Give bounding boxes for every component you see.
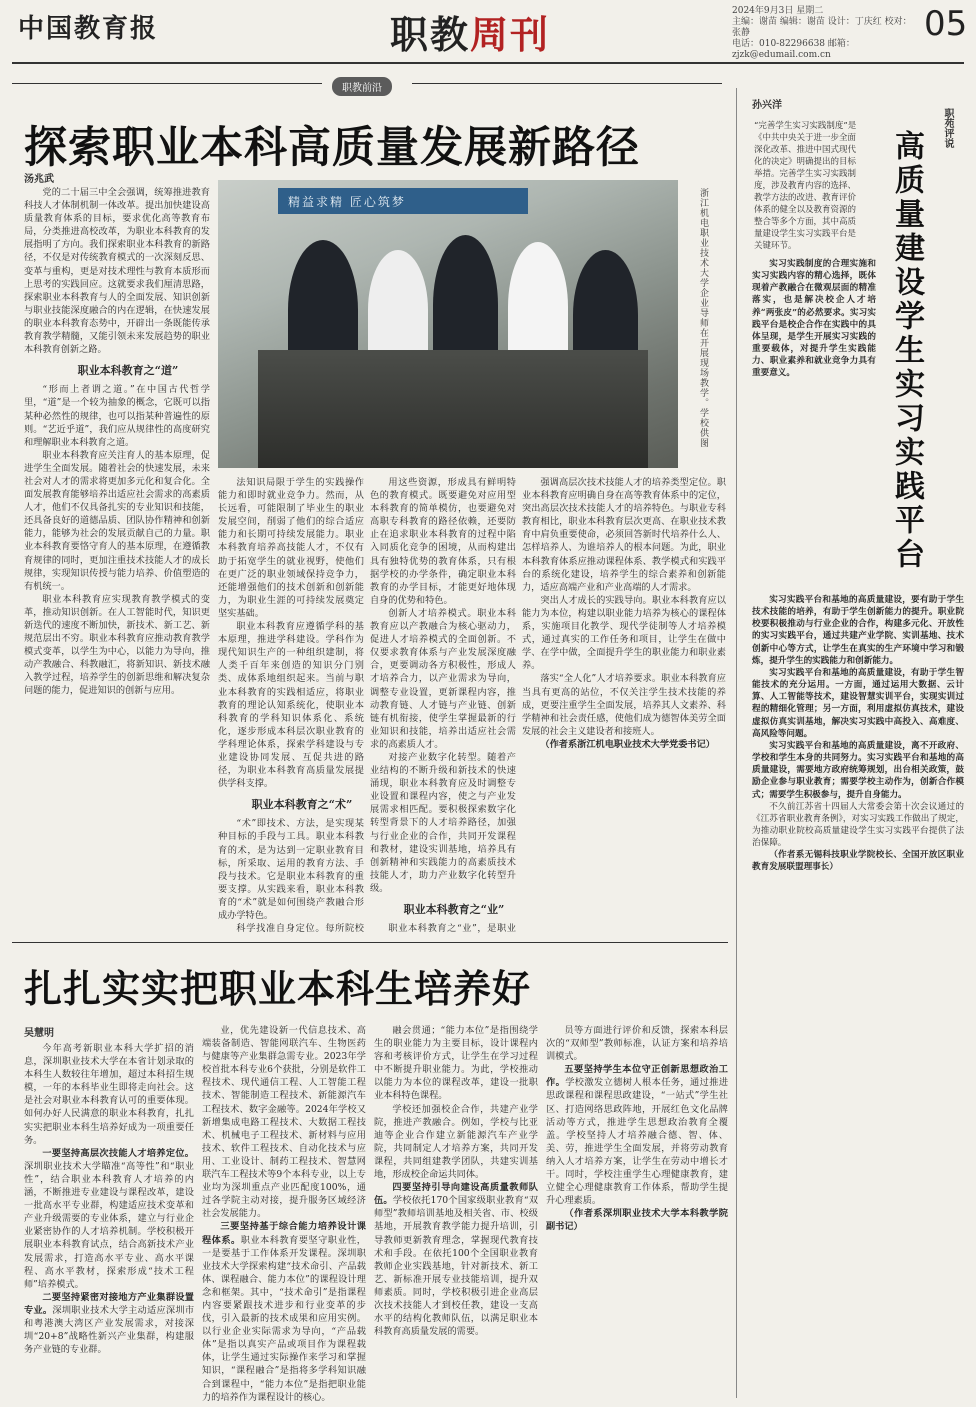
paragraph: 不久前江苏省十四届人大常委会第十次会议通过的《江苏省职业教育条例》，对实习实践工作做出了规定，为推动职业院校高质量建设学生实习实践平台提供了法治保障。 (752, 801, 964, 849)
section-tag: 职教前沿 (332, 77, 392, 96)
tag-rule-left (12, 83, 322, 84)
subheading: 职业本科教育之“业” (403, 903, 505, 916)
point-heading: 三要坚持基于综合能力培养设计课程体系。 (202, 1221, 366, 1246)
paragraph: 职业本科教育之“业”，是职业 (388, 923, 516, 935)
paragraph: 法知识局限于学生的实践操作能力和即时就业竞争力。然而，从长远看，可能限制了毕业生的职业发展空间，削弱了他们的综合适应能力和长期可持续发展能力。职业本科教育培养高技能人才，不仅有助于拓宽学生的就业视野，使他们在更广泛的职业领域保持竞争力，还能增强他们的技术创新和创新能力，为职业生涯的可持续发展奠定坚实基础。 (218, 477, 364, 619)
article1-headline: 探索职业本科高质量发展新路径 (24, 123, 640, 173)
masthead-info: 2024年9月3日 星期二 主编：谢苗 编辑：谢苗 设计：丁庆红 校对：张静 电话：010-82296638 邮箱：zjzk@edumail.com.cn (732, 6, 912, 60)
paragraph: 职业本科教育应遵循学科的基本原理，推进学科建设。学科作为现代知识生产的一种组织建制，将人类千百年来创造的知识分门别类、成体系地组织起来。当前与职业本科教育的实践相适应，将职业教育的理论认知系统化，使职业本科教育的学科知识体系化、系统化，逐步形成本科层次职业教育的学科理论体系，探索学科建设与专业建设协同发展、互促共进的路径，为职业本科教育高质量发展提供学科支撑。 (218, 621, 364, 790)
paragraph: 融会贯通；“能力本位”是指围绕学生的职业能力为主要目标，设计课程内容和考核评价方式，让学生在学习过程中不断提升职业能力。为此，学校推动以能力为本位的课程改革，建设一批职业本科特色课程。 (374, 1025, 538, 1102)
sidebar-headline: 高质量建设学生实习实践平台 (889, 130, 924, 572)
article-divider (12, 942, 728, 943)
paragraph: 实习实践平台和基地的高质量建设，有助于学生智能技术的充分运用。一方面，通过运用大数据、云计算、人工智能等技术，建设智慧实训平台，实现实训过程的精细化管理；另一方面，利用虚拟仿真技术，建设虚拟仿真实训基地，解决实习实践中高投入、高难度、高风险等问题。 (752, 667, 964, 739)
sidebar-col-top (752, 258, 876, 578)
newspaper-logo: 中国教育报 (18, 14, 159, 44)
point-heading: 二要坚持紧密对接地方产业集群设置专业。 (24, 1291, 194, 1316)
article1-col3 (370, 476, 516, 936)
paragraph: 职业本科教育要坚守职业性，一是要基于工作体系开发课程。深圳职业技术大学探索构建“技术命引、产品载体、课程融合、能力本位”的课程设计理念和框架。其中，“技术命引”是指课程内容要紧跟技术进步和行业变革的步伐，引入最新的技术成果和应用实例。以行业企业实际需求为导向，“产品载体”是指以真实产品或项目作为课程载体，让学生通过实际操作来学习和掌握知识，“课程融合”是指将多学科知识融合到课程中，“能力本位”是指把职业能力的培养作为课程设计的核心。 (202, 1234, 366, 1402)
page-number: 05 (924, 4, 968, 44)
article1-photo (218, 180, 678, 468)
sidebar-tag: 职苑评说 (942, 108, 953, 148)
paragraph: 实习实践平台和基地的高质量建设，要有助于学生技术技能的培养，有助于学生创新能力的提升。职业院校要积极推动与行业企业的合作，构建多元化、开放性的实习实践平台，通过共建产业学院、实训基地、技术创新中心等方式，让学生在真实的生产环境中学习和锻炼，提升学生的实践能力和创新能力。 (752, 595, 964, 666)
paragraph: 深圳职业技术大学瞄准“高等性”和“职业性”，结合职业本科教育人才培养的内涵，不断推进专业建设与课程改革，建设一批高水平专业群，构建适应技术变革和产业升级需要的专业体系，建立与行业企业紧密协作的人才培养机制。学校积极开展职业本科教育试点，结合高新技术产业发展需求，打造高水平专业、高水平课程、高水平教材，探索形成“技术工程师”培养模式。 (24, 1160, 194, 1290)
paragraph: 党的二十届三中全会强调，统筹推进教育科技人才体制机制一体改革。提出加快建设高质量教育体系的目标，要求优化高等教育布局，分类推进高校改革，为职业本科教育的发展指明了方向。我们探索职业本科教育的新路径，不仅是对传统教育模式的一次深刻反思、变革与重构，更是对技术理性与教育本质形而上思考的实践回应。这就要求我们厘清思路，探索职业本科教育与人的全面发展、知识创新与职业技能深度融合的内在逻辑，在快速发展的职业本科教育态势中，开辟出一条既能传承教育教学精髓，又能引领未来发展趋势的职业本科教育创新之路。 (24, 187, 210, 356)
subheading: 职业本科教育之“术” (251, 798, 353, 812)
tag-rule-right (412, 83, 722, 84)
paragraph: 职业本科教育应实现教育教学模式的变革，推动知识创新。在人工智能时代，知识更新迭代的速度不断加快，新技术、新工艺、新规范层出不穷。职业本科教育应推动教育教学模式变革，以学生为中心，以能力为导向，推动产教融合、科教融汇，将新知识、新技术融入教学过程，培养学生的创新思维和解决复杂问题的能力，促进知识的创新与应用。 (24, 593, 210, 697)
title-left: 职教 (390, 12, 471, 57)
author-note: （作者系浙江机电职业技术大学党委书记） (540, 738, 715, 750)
paragraph: 强调高层次技术技能人才的培养类型定位。职业本科教育应明确自身在高等教育体系中的定位，突出高层次技术技能人才的培养特色。与职业专科教育相比，职业本科教育层次更高、在职业技术教育中肩负重要使命，必须回答新时代培养什么人、怎样培养人、为谁培养人的根本问题。为此，职业本科教育体系应推动课程体系、教学模式和实践平台的系统化建设，培养学生的综合素养和创新能力，适应高端产业和产业高端的人才需求。 (522, 477, 726, 593)
paragraph: 学校激发立德树人根本任务，通过推进思政课程和课程思政建设，“一站式”学生社区、打造网络思政阵地，开展红色文化品牌活动等方式，推进学生思想政治教育全覆盖。学校坚持人才培养融合德、智、体、美、劳，推进学生全面发展，并将劳动教育纳入人才培养方案，让学生在劳动中增长才干。同时，学校注重学生心理健康教育，建立健全心理健康教育工作体系，帮助学生提升心理素质。 (546, 1077, 728, 1207)
supplement-title (390, 4, 550, 59)
article2-author: 吴慧明 (24, 1028, 54, 1039)
paragraph: “术”即技术、方法，是实现某种目标的手段与工具。职业本科教育的术，是为达到一定职业教育目标，所采取、运用的教育方法、手段与技术。它是职业本科教育的重要支撑。从实践来看，职业本科教育的“术”就是如何围绕产教融合形成办学特色。 (218, 818, 364, 921)
article1-col1 (24, 186, 210, 936)
paragraph: 实习实践制度的合理实施和实习实践内容的精心选择，既体现着产教融合在微观层面的精准落实，也是解决校企人才培养“两张皮”的必然要求。实习实践平台是校企合作在实践中的具体呈现，是学生开展实习实践的重要载体，对提升学生实践能力、职业素养和就业竞争力具有重要意义。 (752, 259, 876, 379)
paragraph: 对接产业数字化转型。随着产业结构的不断升级和新技术的快速涌现，职业本科教育应及时调整专业设置和课程内容，使之与产业发展需求相匹配。要积极探索数字化转型背景下的人才培养路径，加强与行业企业的合作，共同开发课程和教材，建设实训基地，培养具有创新精神和实践能力的高素质技术技能人才，助力产业数字化转型升级。 (370, 751, 516, 894)
article2-col3 (374, 1024, 538, 1402)
paragraph: 创新人才培养模式。职业本科教育应以产教融合为核心驱动力，促进人才培养模式的全面创新。不仅要求教育体系与产业发展深度融合，更要调动各方积极性，形成人才培养合力，以产业需求为导向，调整专业设置，更新课程内容，推动教育链、人才链与产业链、创新链有机衔接，使学生掌握最新的行业知识和技能，培养出适应社会需求的高素质人才。 (370, 607, 516, 750)
paragraph: 实习实践平台和基地的高质量建设，离不开政府、学校和学生本身的共同努力。实习实践平台和基地的高质量建设，需要地方政府统筹规划，出台相关政策，鼓励企业参与职业教育；需要学校主动作为，创新合作模式；需要学生积极参与，提升自身能力。 (752, 740, 964, 800)
paragraph: 职业本科教育应关注育人的基本原理，促进学生全面发展。随着社会的快速发展，未来社会对人才的需求将更加多元化和复合化。全面发展教育能够培养出适应社会需求的高素质人才，他们不仅具备扎实的专业知识和技能，还具备良好的道德品质、团队协作精神和创新能力，能够为社会的发展贡献自己的力量。职业本科教育要恪守育人的基本原理，在遵循教育规律的同时，更加注重技术技能人才的成长规律，实现知识传授与能力培养、价值塑造的有机统一。 (24, 449, 210, 592)
sidebar-lead-quote: “完善学生实习实践制度”是《中共中央关于进一步全面深化改革、推进中国式现代化的决定》明确提出的目标举措。完善学生实习实践制度，涉及教育内容的选择、教学方法的改进、教育评价体系的健全以及教育资源的整合等多个方面，其中高质量建设学生实习实践平台是关键环节。 (754, 121, 857, 251)
paragraph: 突出人才成长的实践导向。职业本科教育应以能力为本位，构建以职业能力培养为核心的课程体系，实施项目化教学、现代学徒制等人才培养模式，通过真实的工作任务和项目，让学生在做中学、在学中做，全面提升学生的职业能力和职业素养。 (522, 594, 726, 672)
paragraph: 学校依托170个国家级职业教育“双师型”教师培训基地及相关省、市、校级基地，开展教育教学能力提升培训，引导教师更新教育理念，掌握现代教育技术和手段。在依托100个全国职业教育教师企业实践基地，针对新技术、新工艺、新标准开展专业技能培训，提升双师素质。同时，学校积极引进企业高层次技术技能人才到校任教，建设一支高水平的结构化教师队伍，以满足职业本科教育高质量发展的需要。 (374, 1195, 538, 1338)
paragraph: 科学找准自身定位。每所院校 (236, 923, 364, 935)
author-note: （作者系深圳职业技术大学本科教学院副书记） (546, 1208, 728, 1233)
article2-col4 (546, 1024, 728, 1402)
photo-banner: 精益求精 匠心筑梦 (278, 188, 528, 214)
masthead-rule (12, 62, 964, 64)
photo-workbench (258, 350, 648, 468)
paragraph: 业，优先建设新一代信息技术、高端装备制造、智能网联汽车、生物医药与健康等产业集群急需专业。2023年学校首批本科专业6个获批，分别是软件工程技术、现代通信工程、人工智能工程技术、智能制造工程技术、新能源汽车工程技术、数字金融等。2024年学校又新增集成电路工程技术、大数据工程技术、机械电子工程技术、新材料与应用技术、软件工程技术、自动化技术与应用、工业设计、制药工程技术、智慧网联汽车工程技术等9个本科专业，以上专业均为深圳重点产业匹配度100%，通过各学院主动对接，提升服务区域经济社会发展能力。 (202, 1025, 366, 1220)
author-note: （作者系无锡科技职业学院校长、全国开放区职业教育发展联盟理事长） (752, 850, 964, 873)
article2-col1 (24, 1042, 194, 1402)
paragraph: 员等方面进行评价和反馈，探索本科层次的“双师型”教师标准，认证方案和培养培训模式。 (546, 1025, 728, 1063)
column-divider (736, 88, 737, 1398)
sidebar-col-bottom (752, 594, 964, 1399)
article2-headline: 扎扎实实把职业本科生培养好 (24, 966, 532, 1011)
article2-col2 (202, 1024, 366, 1402)
article1-col4 (522, 476, 726, 936)
point-heading: 五要坚持学生本位守正创新思想政治工作。 (546, 1064, 728, 1089)
paragraph: 学校还加强校企合作，共建产业学院，推进产教融合。例如，学校与比亚迪等企业合作建立新能源汽车产业学院，共同制定人才培养方案，共同开发课程，共同组建教学团队，共建实训基地，形成校企命运共同体。 (374, 1103, 538, 1181)
paragraph: 深圳职业技术大学主动适应深圳市和粤港澳大湾区产业发展需求，对接深圳“20+8”战略性新兴产业集群，构建服务产业链的专业群。 (24, 1304, 194, 1356)
paragraph: 落实“全人化”人才培养要求。职业本科教育应当具有更高的站位，不仅关注学生技术技能的养成，更要注重学生全面发展，培养其人文素养、科学精神和社会责任感，使他们成为德智体美劳全面发展的社会主义建设者和接班人。 (522, 673, 726, 737)
paragraph: 用这些资源，形成具有鲜明特色的教育模式。既要避免对应用型本科教育的简单模仿，也要避免对高职专科教育的路径依赖，还要防止在追求职业本科教育的过程中陷入同质化竞争的困境，从而构建出具有独特优势的教育体系，只有根据学校的办学条件，确定职业本科教育的办学目标，才能更好地体现自身的优势和特色。 (370, 477, 516, 606)
sidebar-author: 孙兴洋 (752, 100, 782, 111)
subheading: 职业本科教育之“道” (77, 364, 179, 378)
paragraph: 今年高考新职业本科大学扩招的消息，深圳职业技术大学在本省计划录取的本科生人数较往年增加，超过本科招生规模，一年的本科毕业生即将走向社会。这是社会对职业本科教育认可的重要体现。如何办好人民满意的职业本科教育，扎扎实实把职业本科生培养好成为一项重要任务。 (24, 1043, 194, 1146)
point-heading: 一要坚持高层次技能人才培养定位。 (42, 1147, 194, 1159)
photo-caption: 浙江机电职业技术大学企业导师在开展现场教学。学校供图 (698, 188, 708, 448)
article1-col2 (218, 476, 364, 936)
paragraph: “形而上者谓之道。”在中国古代哲学里，“道”是一个较为抽象的概念，它既可以指某种必然性的规律，也可以指某种普遍性的原则。“艺近乎道”，我们应从规律性的高度研究和理解职业本科教育之道。 (24, 384, 210, 448)
point-heading: 四要坚持引导向建设高质量教师队伍。 (374, 1182, 538, 1207)
title-right: 周刊 (470, 12, 551, 57)
article1-author: 汤兆武 (24, 174, 54, 185)
